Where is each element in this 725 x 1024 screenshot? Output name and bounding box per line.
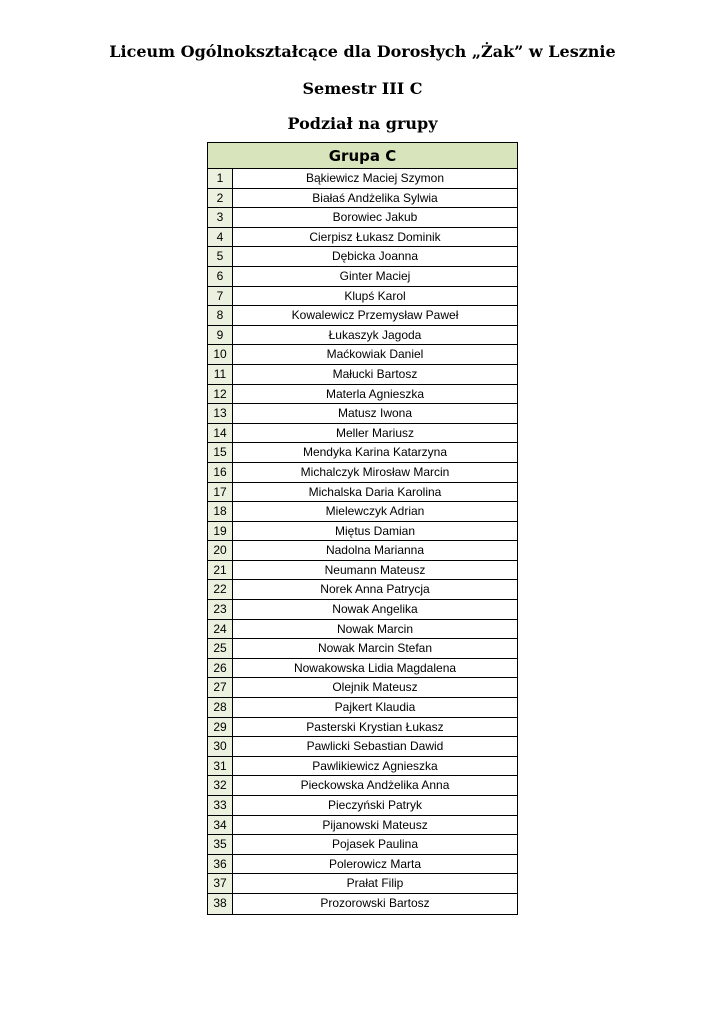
table-row [208, 287, 517, 307]
row-number: 12 [208, 385, 233, 404]
row-number: 38 [208, 894, 233, 914]
table-row [208, 718, 517, 738]
student-name: Pojasek Paulina [331, 837, 419, 852]
table-row [208, 835, 517, 855]
table-row [208, 326, 517, 346]
row-number: 32 [208, 776, 233, 795]
row-number: 23 [208, 600, 233, 619]
row-number: 6 [208, 267, 233, 286]
table-row [208, 267, 517, 287]
table-row [208, 541, 517, 561]
row-number: 33 [208, 796, 233, 815]
row-number: 7 [208, 287, 233, 306]
row-number: 18 [208, 502, 233, 521]
student-name: Nadolna Marianna [325, 543, 425, 558]
student-name: Nowak Angelika [332, 602, 418, 617]
table-row [208, 208, 517, 228]
table-row [208, 874, 517, 894]
row-number: 14 [208, 424, 233, 443]
row-number: 20 [208, 541, 233, 560]
student-name: Neumann Mateusz [324, 562, 426, 577]
row-number: 5 [208, 247, 233, 266]
row-number: 30 [208, 737, 233, 756]
student-name: Matusz Iwona [337, 406, 413, 421]
row-number: 24 [208, 620, 233, 639]
table-row [208, 443, 517, 463]
table-row [208, 894, 517, 914]
table-row [208, 502, 517, 522]
student-name: Olejnik Mateusz [332, 680, 418, 695]
row-number: 9 [208, 326, 233, 345]
student-name: Norek Anna Patrycja [320, 582, 430, 597]
student-name: Pawlicki Sebastian Dawid [306, 739, 444, 754]
student-name: Pasterski Krystian Łukasz [306, 719, 444, 734]
table-row [208, 580, 517, 600]
student-name: Kowalewicz Przemysław Paweł [291, 308, 459, 323]
table-row [208, 345, 517, 365]
table-row [208, 385, 517, 405]
table-row [208, 483, 517, 503]
student-name: Miętus Damian [334, 523, 416, 538]
table-row [208, 776, 517, 796]
row-number: 36 [208, 855, 233, 874]
row-number: 11 [208, 365, 233, 384]
row-number: 21 [208, 561, 233, 580]
table-row [208, 424, 517, 444]
row-number: 28 [208, 698, 233, 717]
row-number: 3 [208, 208, 233, 227]
table-row [208, 737, 517, 757]
table-row [208, 463, 517, 483]
table-row [208, 816, 517, 836]
row-number: 2 [208, 189, 233, 208]
row-number: 8 [208, 306, 233, 325]
student-name: Michalczyk Mirosław Marcin [300, 464, 450, 479]
table-row [208, 698, 517, 718]
table-row [208, 600, 517, 620]
student-name: Ginter Maciej [339, 268, 411, 283]
table-row [208, 247, 517, 267]
row-number: 15 [208, 443, 233, 462]
row-number: 4 [208, 228, 233, 247]
student-name: Małucki Bartosz [332, 366, 418, 381]
student-name: Pawlikiewicz Agnieszka [312, 758, 438, 773]
table-row [208, 659, 517, 679]
row-number: 17 [208, 483, 233, 502]
row-number: 16 [208, 463, 233, 482]
row-number: 31 [208, 757, 233, 776]
student-name: Bąkiewicz Maciej Szymon [305, 171, 445, 185]
table-row [208, 169, 517, 189]
semester-title: Semestr III C [302, 79, 423, 98]
page-subtitle: Podział na grupy [287, 114, 438, 133]
student-name: Michalska Daria Karolina [308, 484, 442, 499]
row-number: 10 [208, 345, 233, 364]
student-name: Cierpisz Łukasz Dominik [309, 229, 441, 244]
student-name: Polerowicz Marta [328, 856, 422, 871]
student-name: Pieczyński Patryk [327, 798, 423, 812]
row-number: 26 [208, 659, 233, 678]
row-number: 1 [208, 169, 233, 188]
school-title: Liceum Ogólnokształcące dla Dorosłych „Żak” w Lesznie [109, 42, 616, 61]
student-name: Nowak Marcin Stefan [317, 641, 433, 656]
row-number: 37 [208, 874, 233, 893]
student-name: Pijanowski Mateusz [322, 817, 428, 832]
table-row [208, 796, 517, 816]
table-row [208, 757, 517, 777]
row-number: 35 [208, 835, 233, 854]
table-row [208, 365, 517, 385]
row-number: 34 [208, 816, 233, 835]
student-name: Nowakowska Lidia Magdalena [293, 660, 457, 675]
row-number: 25 [208, 639, 233, 658]
table-row [208, 561, 517, 581]
row-number: 27 [208, 678, 233, 697]
student-name: Mielewczyk Adrian [325, 504, 425, 519]
table-row [208, 620, 517, 640]
student-name: Mendyka Karina Katarzyna [302, 445, 448, 460]
group-table [207, 142, 518, 915]
group-table-header: Grupa C [208, 143, 517, 169]
table-row [208, 522, 517, 542]
student-name: Nowak Marcin [336, 621, 414, 636]
student-name: Materla Agnieszka [325, 386, 425, 401]
row-number: 29 [208, 718, 233, 737]
table-row [208, 189, 517, 209]
student-name: Klupś Karol [344, 288, 406, 303]
student-name: Prałat Filip [346, 876, 404, 891]
table-row [208, 306, 517, 326]
student-name: Dębicka Joanna [331, 249, 419, 264]
student-name: Pieckowska Andżelika Anna [300, 778, 450, 793]
student-name: Meller Mariusz [335, 425, 414, 440]
table-row [208, 639, 517, 659]
student-name: Łukaszyk Jagoda [328, 327, 422, 342]
row-number: 19 [208, 522, 233, 541]
table-row [208, 678, 517, 698]
student-name: Białaś Andżelika Sylwia [312, 190, 438, 205]
row-number: 22 [208, 580, 233, 599]
student-name: Pajkert Klaudia [334, 700, 416, 715]
student-name: Borowiec Jakub [332, 210, 418, 225]
table-row [208, 404, 517, 424]
group-table-body [208, 169, 517, 914]
student-name: Maćkowiak Daniel [326, 347, 424, 362]
student-name: Prozorowski Bartosz [320, 895, 430, 910]
row-number: 13 [208, 404, 233, 423]
table-row [208, 228, 517, 248]
table-row [208, 855, 517, 875]
